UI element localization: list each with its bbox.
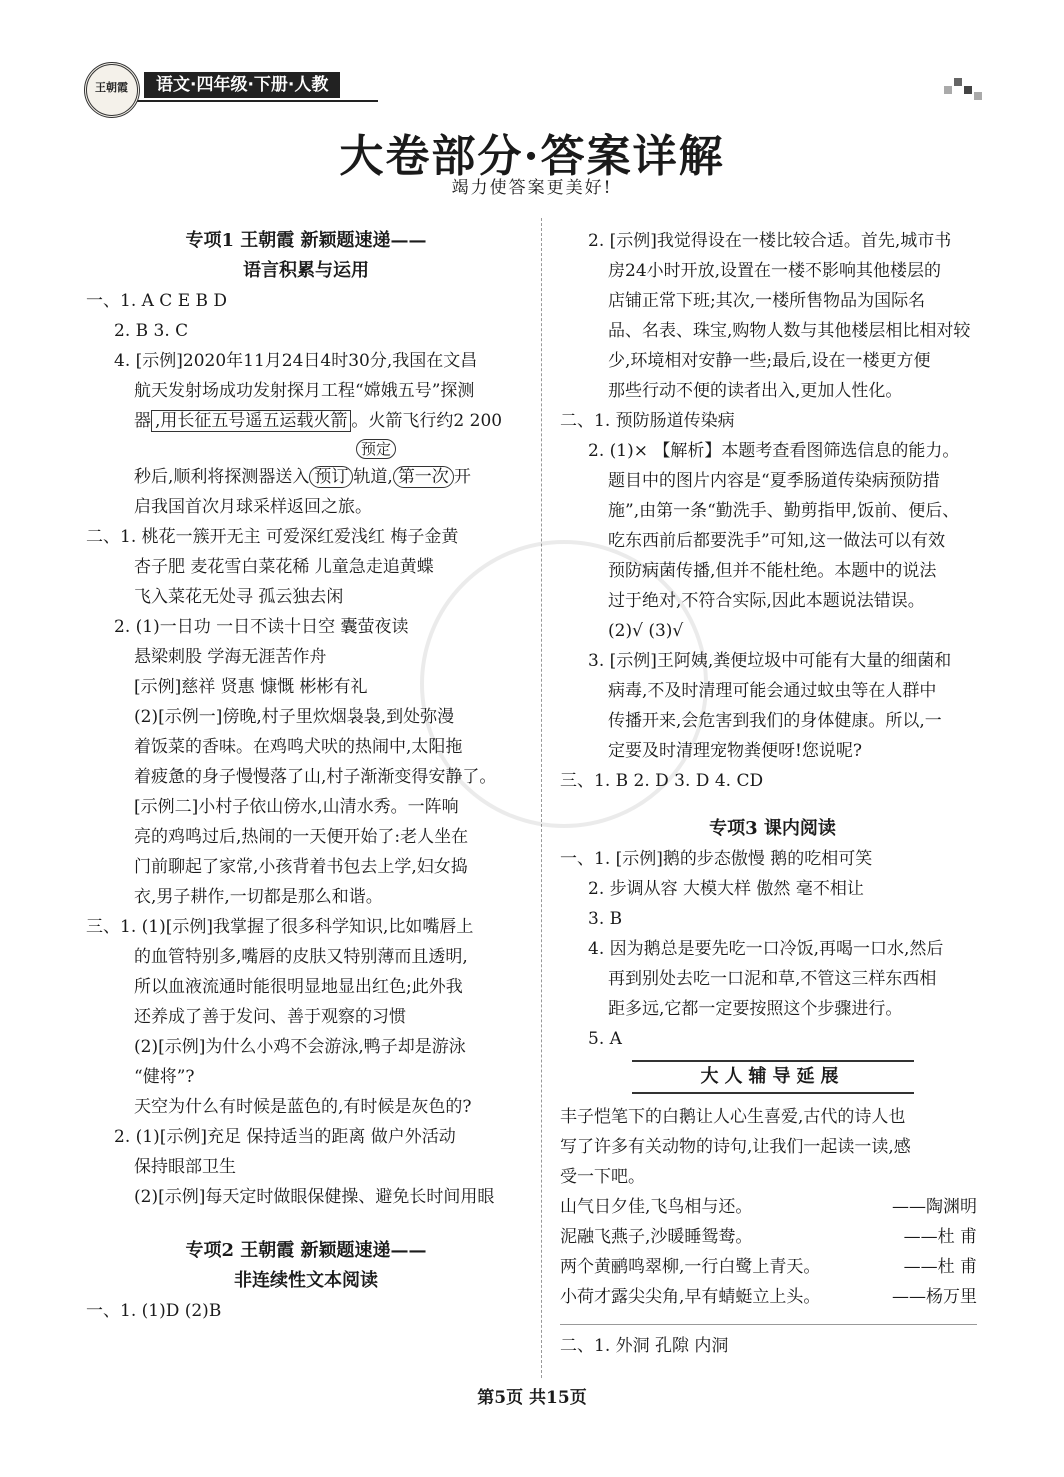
answer-line: 距多远,它都一定要按照这个步骤进行。: [608, 999, 903, 1019]
answer-line: [示例二]小村子依山傍水,山清水秀。一阵响: [134, 797, 459, 817]
answer-line: 病毒,不及时清理可能会通过蚊虫等在人群中: [608, 681, 937, 701]
answer-line: 店铺正常下班;其次,一楼所售物品为国际名: [608, 291, 926, 311]
answer-line: 悬梁刺股 学海无涯苦作舟: [134, 647, 327, 667]
answer-line: “健将”?: [134, 1067, 195, 1087]
poem-author: ——杜 甫: [903, 1227, 977, 1247]
answer-line: 一、1. (1)D (2)B: [86, 1301, 222, 1321]
spacer: [86, 1212, 526, 1236]
answer-line: 题目中的图片内容是“夏季肠道传染病预防措: [608, 471, 940, 491]
answer-line: 4. [示例]2020年11月24日4时30分,我国在文昌: [114, 351, 478, 371]
text-span: 成功发射探月工程“嫦娥五号”探测: [219, 381, 475, 401]
logo-text: 王朝霞: [95, 81, 128, 94]
text-span: 。火箭飞行约2 200: [351, 411, 503, 431]
poem-row: [560, 1282, 985, 1312]
section-2-title: 专项2 王朝霞 新颖题速递——: [185, 1240, 427, 1261]
answer-line: 杏子肥 麦花雪白菜花稀 儿童急走追黄蝶: [134, 557, 434, 577]
answer-line: 飞入菜花无处寻 孤云独去闲: [134, 587, 344, 607]
correction-note: [86, 436, 526, 462]
answer-line: 着疲惫的身子慢慢落了山,村子渐渐变得安静了。: [134, 767, 497, 787]
answer-line: 2. (1)一日功 一日不读十日空 囊萤夜读: [114, 617, 409, 637]
poem-row: [560, 1252, 985, 1282]
adult-guide-heading: 大人辅导延展: [632, 1060, 914, 1094]
answer-line: 定要及时清理宠物粪便呀!您说呢?: [608, 741, 862, 761]
answer-line: 天空为什么有时候是蓝色的,有时候是灰色的?: [134, 1097, 472, 1117]
page-slogan: 竭力使答案更美好!: [451, 178, 613, 198]
decorative-squares-icon: [944, 78, 984, 100]
answer-line: (2)[示例一]傍晚,村子里炊烟袅袅,到处弥漫: [134, 707, 455, 727]
answer-line: 预防病菌传播,但并不能杜绝。本题中的说法: [608, 561, 937, 581]
text-span: 开: [453, 467, 471, 487]
circled-word: 预订: [309, 466, 353, 488]
section-2-subtitle: 非连续性文本阅读: [234, 1270, 378, 1291]
answer-line: 二、1. 桃花一簇开无主 可爱深红爱浅红 梅子金黄: [86, 527, 459, 547]
guide-text: 写了许多有关动物的诗句,让我们一起读一读,感: [560, 1137, 911, 1157]
circled-word: 第一次: [393, 466, 454, 488]
page-number: 第5页 共15页: [477, 1388, 587, 1408]
answer-line: [示例]慈祥 贤惠 慷慨 彬彬有礼: [134, 677, 368, 697]
answer-line: 3. B: [588, 909, 623, 929]
answer-line: 品、名表、珠宝,购物人数与其他楼层相比相对较: [608, 321, 971, 341]
text-span: 航天发射场: [134, 381, 219, 401]
answer-line: 少,环境相对安静一些;最后,设在一楼更方便: [608, 351, 931, 371]
answer-line: 亮的鸡鸣过后,热闹的一天便开始了:老人坐在: [134, 827, 469, 847]
answer-line: 还养成了善于发问、善于观察的习惯: [134, 1007, 406, 1027]
answer-line: [86, 462, 526, 492]
answer-line: 一、1. [示例]鹅的步态傲慢 鹅的吃相可笑: [560, 849, 873, 869]
poem-line: 两个黄鹂鸣翠柳,一行白鹭上青天。: [560, 1257, 821, 1277]
poem-line: 小荷才露尖尖角,早有蜻蜓立上头。: [560, 1287, 821, 1307]
answer-line: [86, 376, 526, 406]
poem-line: 泥融飞燕子,沙暖睡鸳鸯。: [560, 1227, 753, 1247]
answer-line: 那些行动不便的读者出入,更加人性化。: [608, 381, 903, 401]
section-3-title: 专项3 课内阅读: [709, 818, 836, 839]
guide-text: 丰子恺笔下的白鹅让人心生喜爱,古代的诗人也: [560, 1107, 906, 1127]
poem-author: ——杜 甫: [903, 1257, 977, 1277]
answer-line: 保持眼部卫生: [134, 1157, 236, 1177]
spacer: [560, 796, 985, 814]
answer-line: 3. [示例]王阿姨,粪便垃圾中可能有大量的细菌和: [588, 651, 952, 671]
publisher-logo: [84, 62, 140, 118]
correction-circle: 预定: [356, 439, 396, 459]
text-span: 秒后,顺利将探测器送入: [134, 467, 310, 487]
poem-row: [560, 1192, 985, 1222]
answer-line: 二、1. 预防肠道传染病: [560, 411, 735, 431]
answer-line: 房24小时开放,设置在一楼不影响其他楼层的: [608, 261, 942, 281]
answer-line: 传播开来,会危害到我们的身体健康。所以,一: [608, 711, 942, 731]
answer-line: 着饭菜的香味。在鸡鸣犬吠的热闹中,太阳拖: [134, 737, 463, 757]
poem-author: ——杨万里: [892, 1287, 977, 1307]
answer-line: 的血管特别多,嘴唇的皮肤又特别薄而且透明,: [134, 947, 468, 967]
guide-divider: [560, 1324, 977, 1325]
answer-line: 衣,男子耕作,一切都是那么和谐。: [134, 887, 383, 907]
answer-line: 门前聊起了家常,小孩背着书包去上学,妇女捣: [134, 857, 468, 877]
answer-line: 三、1. (1)[示例]我掌握了很多科学知识,比如嘴唇上: [86, 917, 474, 937]
left-column: [86, 226, 526, 1326]
answer-line: 吃东西前后都要洗手”可知,这一做法可以有效: [608, 531, 946, 551]
page-title: 大卷部分·答案详解: [339, 131, 725, 182]
text-span: 轨道,: [353, 467, 393, 487]
poem-row: [560, 1222, 985, 1252]
answer-line: 2. B 3. C: [114, 321, 189, 341]
answer-line: [86, 406, 526, 436]
answer-line: 5. A: [588, 1029, 622, 1049]
answer-line: 2. 步调从容 大模大样 傲然 毫不相让: [588, 879, 864, 899]
answer-line: 再到别处去吃一口泥和草,不管这三样东西相: [608, 969, 937, 989]
poem-line: 山气日夕佳,飞鸟相与还。: [560, 1197, 753, 1217]
right-column: [560, 226, 985, 1361]
answer-line: (2)√ (3)√: [608, 621, 684, 641]
text-span: 器: [134, 411, 151, 431]
section-1-subtitle: 语言积累与运用: [243, 260, 369, 281]
answer-line: 启我国首次月球采样返回之旅。: [134, 497, 372, 517]
answer-line: 4. 因为鹅总是要先吃一口冷饭,再喝一口水,然后: [588, 939, 944, 959]
answer-line: 2. [示例]我觉得设在一楼比较合适。首先,城市书: [588, 231, 952, 251]
answer-line: 2. (1)× 【解析】本题考查看图筛选信息的能力。: [588, 441, 960, 461]
inserted-phrase-box: ,用长征五号遥五运载火箭: [151, 410, 351, 432]
answer-line: 所以血液流通时能很明显地显出红色;此外我: [134, 977, 463, 997]
guide-text: 受一下吧。: [560, 1167, 645, 1187]
answer-line: 2. (1)[示例]充足 保持适当的距离 做户外活动: [114, 1127, 456, 1147]
answer-line: 二、1. 外洞 孔隙 内洞: [560, 1336, 729, 1356]
answer-line: 三、1. B 2. D 3. D 4. CD: [560, 771, 764, 791]
poem-author: ——陶渊明: [892, 1197, 977, 1217]
answer-line: 过于绝对,不符合实际,因此本题说法错误。: [608, 591, 925, 611]
answer-line: (2)[示例]为什么小鸡不会游泳,鸭子却是游泳: [134, 1037, 466, 1057]
section-1-title: 专项1 王朝霞 新颖题速递——: [185, 230, 427, 251]
answer-line: 施”,由第一条“勤洗手、勤剪指甲,饭前、便后、: [608, 501, 960, 521]
answer-line: (2)[示例]每天定时做眼保健操、避免长时间用眼: [134, 1187, 495, 1207]
answer-line: 一、1. A C E B D: [86, 291, 228, 311]
subject-label: 语文·四年级·下册·人教: [144, 72, 340, 98]
